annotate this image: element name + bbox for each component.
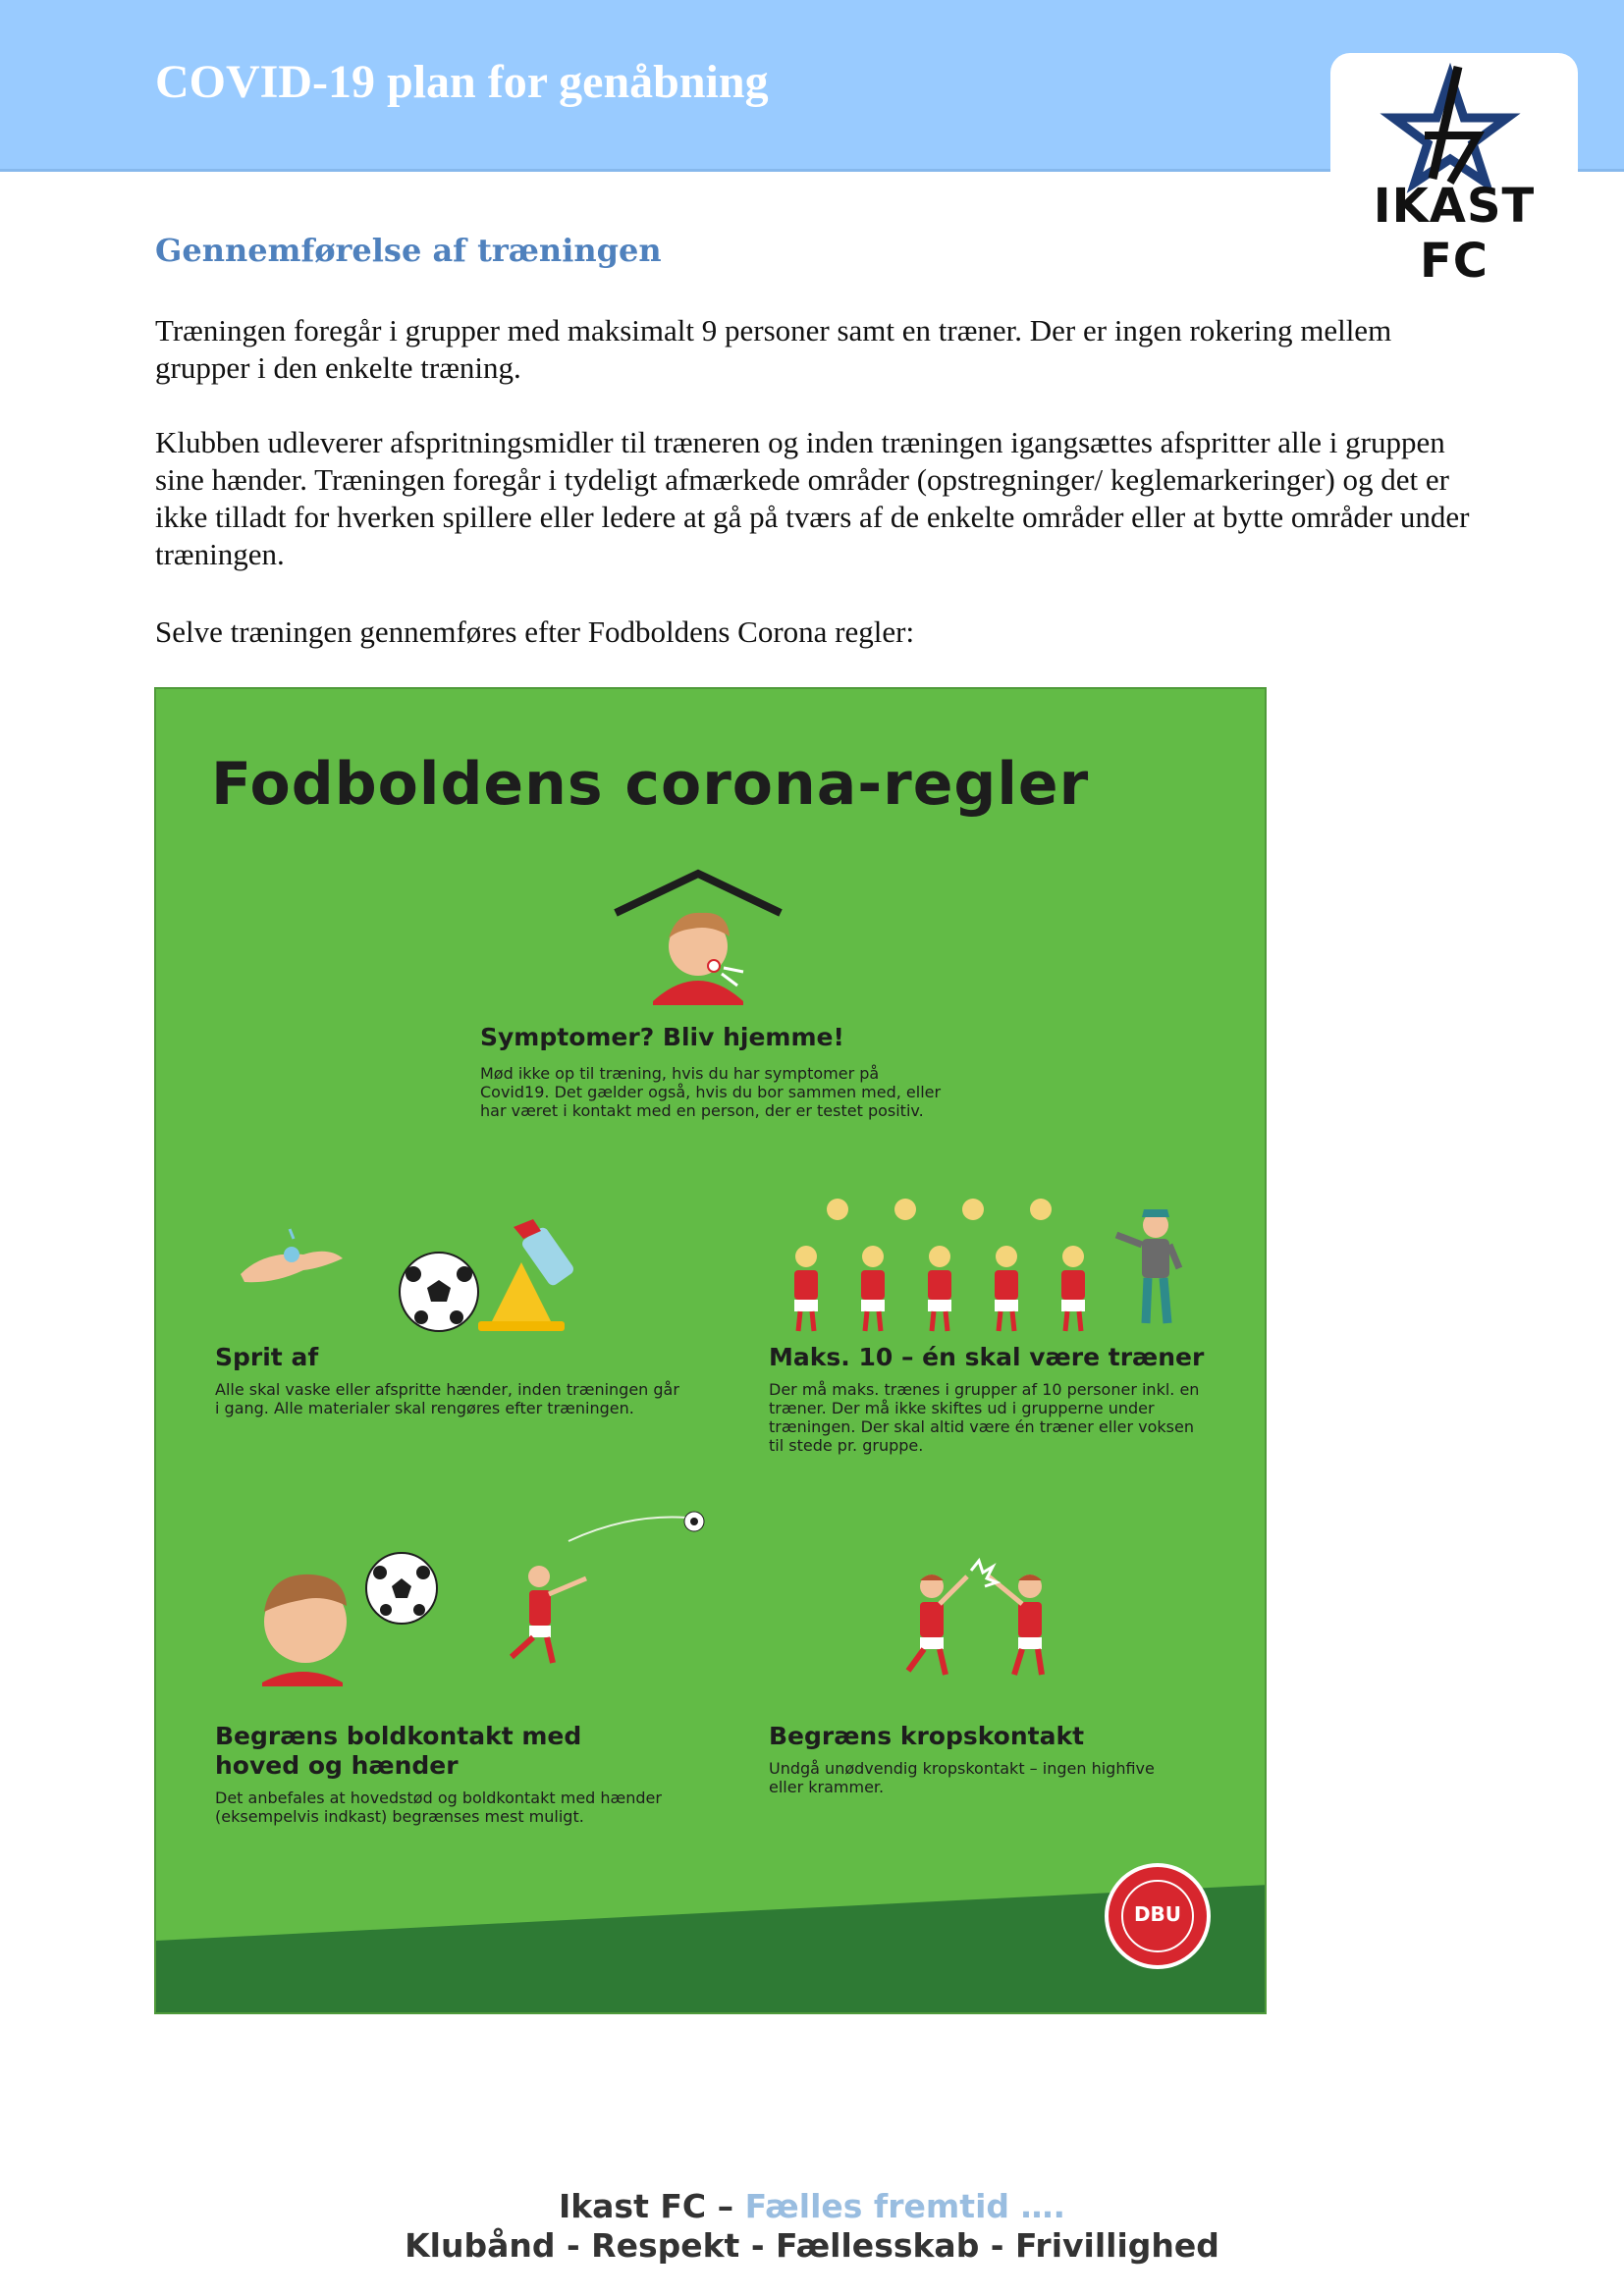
footer-club: Ikast FC – bbox=[558, 2187, 745, 2225]
rule-symptoms-title: Symptomer? Bliv hjemme! bbox=[480, 1023, 844, 1051]
rule-ball-contact-title: Begræns boldkontakt med hoved og hænder bbox=[215, 1722, 582, 1780]
coach-icon bbox=[1116, 1209, 1179, 1323]
rule-max-ten-text: Der må maks. trænes i grupper af 10 personer inkl. en træner. Der må ikke skiftes ud i grupperne under træningen. Der skal altid være én træner eller voksen til stede pr. gruppe. bbox=[769, 1380, 1200, 1455]
high-five-icon bbox=[908, 1561, 1042, 1675]
footer-values: Klubånd - Respekt - Fællesskab - Frivillighed bbox=[405, 2226, 1219, 2265]
footer-slogan bbox=[0, 2187, 1624, 2225]
rule-sanitize-text: Alle skal vaske eller afspritte hænder, inden træningen går i gang. Alle materialer skal rengøres efter træningen. bbox=[215, 1380, 679, 1417]
club-logo bbox=[1330, 53, 1578, 289]
section-heading: Gennemførelse af træningen bbox=[155, 232, 662, 269]
paragraph-groups: Træningen foregår i grupper med maksimalt 9 personer samt en træner. Der er ingen rokering mellem grupper i den enkelte træning. bbox=[155, 313, 1392, 385]
rule-sanitize-title: Sprit af bbox=[215, 1343, 319, 1371]
poster-bottom-band bbox=[156, 1885, 1267, 2014]
paragraph-rules-intro: Selve træningen gennemføres efter Fodboldens Corona regler: bbox=[155, 614, 915, 649]
house-cough-icon bbox=[616, 874, 781, 1005]
paragraph-sanitizing: Klubben udleverer afspritningsmidler til træneren og inden træningen igangsættes afspritter alle i gruppen sine hænder. Træningen foregår i tydeligt afmærkede områder (opstregninger/ keglemarkeringer) og det er ikke tilladt for hverken spillere eller ledere at gå på tværs af de enkelte områder eller at bytte områder under træningen. bbox=[155, 425, 1470, 571]
throw-in-player-icon bbox=[512, 1512, 704, 1663]
footer-tagline: Fælles fremtid …. bbox=[744, 2187, 1066, 2225]
dbu-seal-text: DBU bbox=[1133, 1902, 1182, 1926]
rule-body-contact-text: Undgå unødvendig kropskontakt – ingen highfive eller krammer. bbox=[769, 1759, 1155, 1796]
football-icon bbox=[400, 1253, 478, 1331]
logo-text: IKAST FC bbox=[1373, 179, 1536, 289]
rule-symptoms-text: Mød ikke op til træning, hvis du har symptomer på Covid19. Det gælder også, hvis du bor sammen med, eller har været i kontakt med en person, der er testet positiv. bbox=[480, 1064, 942, 1120]
rule-max-ten-title: Maks. 10 – én skal være træner bbox=[769, 1343, 1205, 1371]
rule-body-contact-title: Begræns kropskontakt bbox=[769, 1722, 1085, 1750]
corona-rules-poster bbox=[154, 687, 1267, 2014]
poster-title: Fodboldens corona-regler bbox=[211, 750, 1090, 819]
rule-ball-contact-text: Det anbefales at hovedstød og boldkontakt med hænder (eksempelvis indkast) begrænses mest muligt. bbox=[215, 1789, 662, 1826]
hand-sanitizer-icon bbox=[241, 1229, 343, 1282]
page-title: COVID-19 plan for genåbning bbox=[155, 56, 769, 108]
players-group-icon bbox=[794, 1199, 1085, 1331]
header-ball-icon bbox=[262, 1553, 437, 1686]
